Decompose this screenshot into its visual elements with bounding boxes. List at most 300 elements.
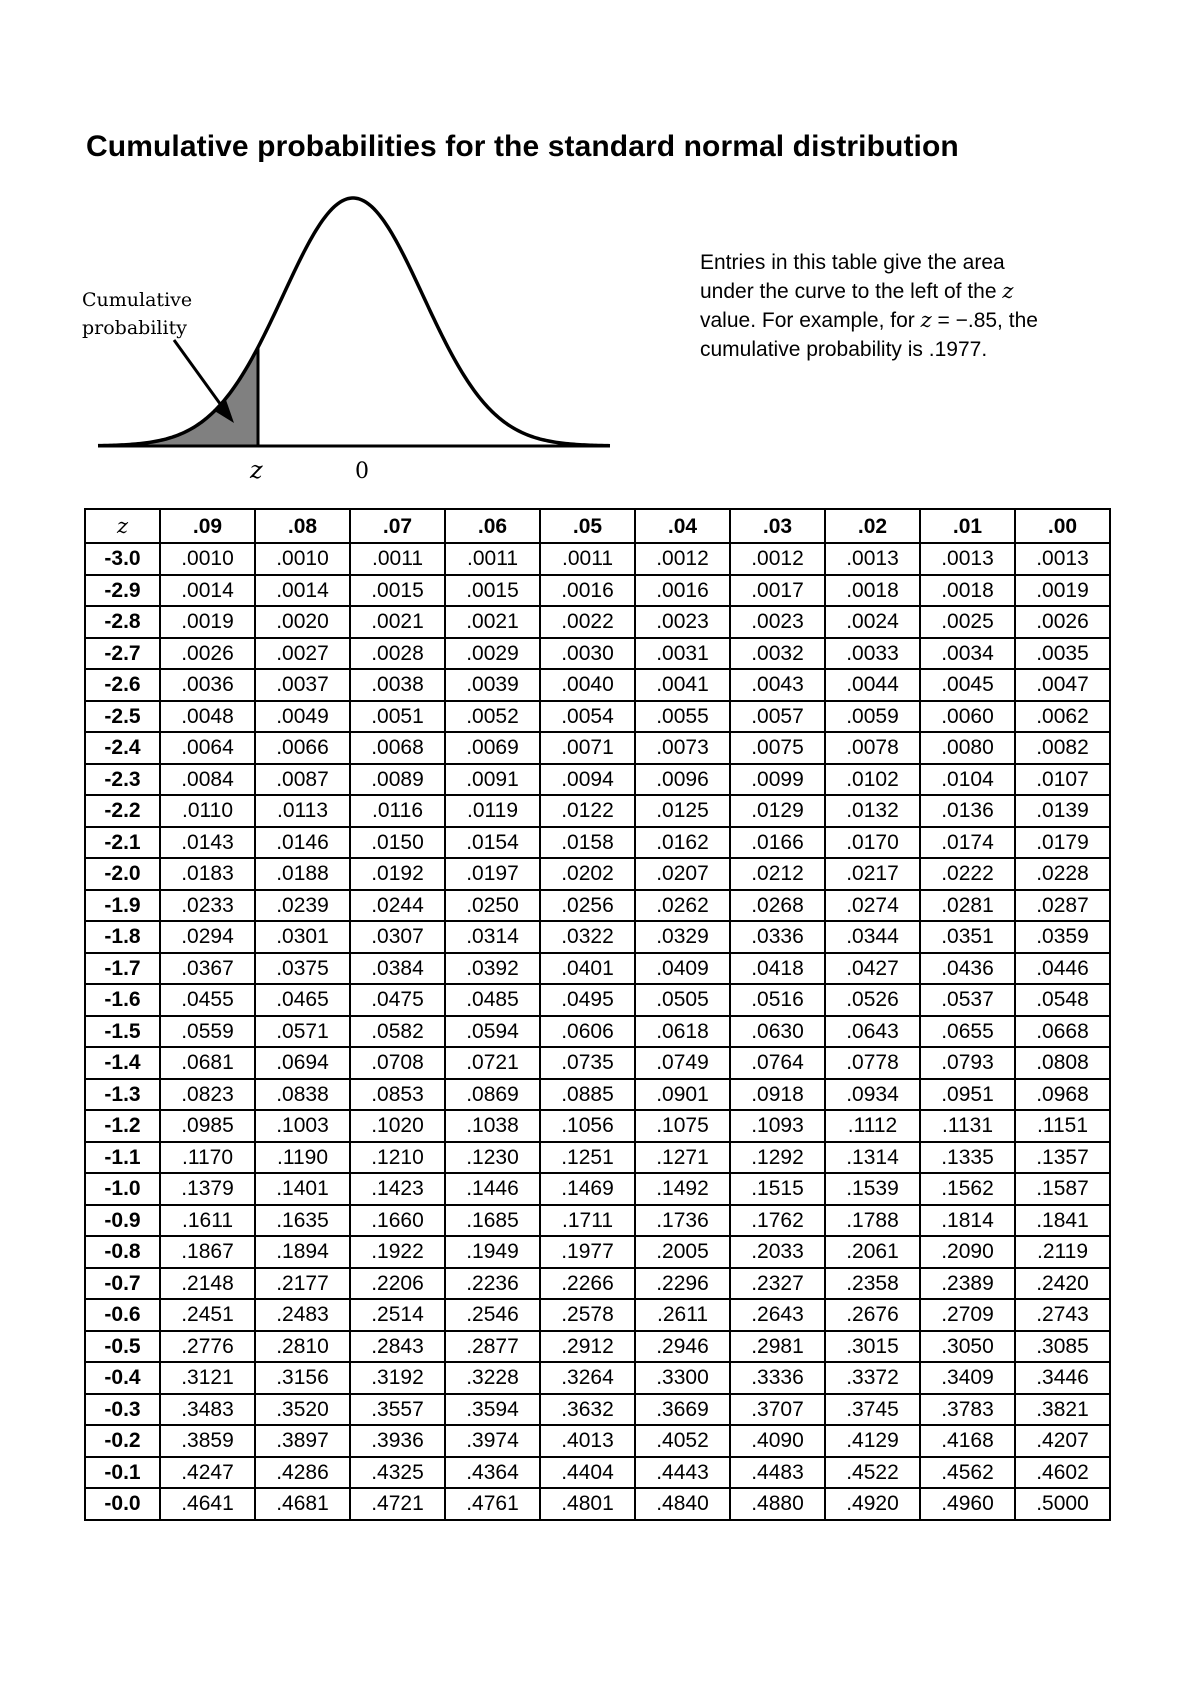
table-row	[85, 953, 1110, 985]
probability-cell: .1251	[540, 1142, 635, 1174]
probability-cell: .0274	[825, 890, 920, 922]
probability-cell: .2946	[635, 1331, 730, 1363]
pointer-arrow-line	[174, 340, 226, 412]
probability-cell: .0011	[445, 543, 540, 575]
probability-cell: .0017	[730, 575, 825, 607]
z-value-cell: -1.2	[85, 1110, 160, 1142]
probability-cell: .0375	[255, 953, 350, 985]
probability-cell: .1335	[920, 1142, 1015, 1174]
probability-cell: .2296	[635, 1268, 730, 1300]
probability-cell: .0059	[825, 701, 920, 733]
probability-cell: .0041	[635, 669, 730, 701]
probability-cell: .0217	[825, 858, 920, 890]
probability-cell: .3372	[825, 1362, 920, 1394]
column-header: .05	[540, 509, 635, 543]
z-value-cell: -0.2	[85, 1425, 160, 1457]
probability-cell: .0749	[635, 1047, 730, 1079]
probability-cell: .1611	[160, 1205, 255, 1237]
probability-cell: .0158	[540, 827, 635, 859]
probability-cell: .0392	[445, 953, 540, 985]
probability-cell: .4286	[255, 1457, 350, 1489]
probability-cell: .0038	[350, 669, 445, 701]
z-value-cell: -1.5	[85, 1016, 160, 1048]
probability-cell: .0132	[825, 795, 920, 827]
probability-cell: .0655	[920, 1016, 1015, 1048]
probability-cell: .0571	[255, 1016, 350, 1048]
probability-cell: .2061	[825, 1236, 920, 1268]
probability-cell: .2451	[160, 1299, 255, 1331]
probability-cell: .1314	[825, 1142, 920, 1174]
probability-cell: .0016	[540, 575, 635, 607]
probability-cell: .0548	[1015, 984, 1110, 1016]
probability-cell: .0162	[635, 827, 730, 859]
z-value-cell: -2.2	[85, 795, 160, 827]
probability-cell: .0222	[920, 858, 1015, 890]
probability-cell: .0139	[1015, 795, 1110, 827]
probability-cell: .0048	[160, 701, 255, 733]
column-header-z: z	[85, 509, 160, 543]
table-row	[85, 1079, 1110, 1111]
probability-cell: .0281	[920, 890, 1015, 922]
table-row	[85, 1457, 1110, 1489]
z-value-cell: -0.4	[85, 1362, 160, 1394]
probability-cell: .3897	[255, 1425, 350, 1457]
probability-cell: .4090	[730, 1425, 825, 1457]
probability-cell: .0721	[445, 1047, 540, 1079]
probability-cell: .0018	[825, 575, 920, 607]
probability-cell: .0036	[160, 669, 255, 701]
probability-cell: .0166	[730, 827, 825, 859]
probability-cell: .0034	[920, 638, 1015, 670]
probability-cell: .0485	[445, 984, 540, 1016]
probability-cell: .0239	[255, 890, 350, 922]
probability-cell: .0150	[350, 827, 445, 859]
probability-cell: .3336	[730, 1362, 825, 1394]
probability-cell: .1056	[540, 1110, 635, 1142]
z-value-cell: -0.5	[85, 1331, 160, 1363]
probability-cell: .0029	[445, 638, 540, 670]
table-row	[85, 984, 1110, 1016]
probability-cell: .0045	[920, 669, 1015, 701]
probability-cell: .0060	[920, 701, 1015, 733]
probability-cell: .2514	[350, 1299, 445, 1331]
probability-cell: .0594	[445, 1016, 540, 1048]
table-row	[85, 1205, 1110, 1237]
probability-cell: .4052	[635, 1425, 730, 1457]
probability-cell: .1379	[160, 1173, 255, 1205]
probability-cell: .0016	[635, 575, 730, 607]
probability-cell: .0022	[540, 606, 635, 638]
probability-cell: .3520	[255, 1394, 350, 1426]
probability-cell: .0033	[825, 638, 920, 670]
probability-cell: .0071	[540, 732, 635, 764]
probability-cell: .3594	[445, 1394, 540, 1426]
z-value-cell: -1.7	[85, 953, 160, 985]
probability-cell: .0951	[920, 1079, 1015, 1111]
probability-cell: .0146	[255, 827, 350, 859]
probability-cell: .1515	[730, 1173, 825, 1205]
probability-cell: .2776	[160, 1331, 255, 1363]
probability-cell: .0025	[920, 606, 1015, 638]
probability-cell: .0032	[730, 638, 825, 670]
probability-cell: .0778	[825, 1047, 920, 1079]
table-body	[85, 543, 1110, 1520]
probability-cell: .1788	[825, 1205, 920, 1237]
probability-cell: .0039	[445, 669, 540, 701]
probability-cell: .0013	[825, 543, 920, 575]
probability-cell: .4880	[730, 1488, 825, 1520]
zero-axis-label: 0	[355, 459, 369, 484]
probability-cell: .1131	[920, 1110, 1015, 1142]
table-row	[85, 1488, 1110, 1520]
probability-cell: .3015	[825, 1331, 920, 1363]
probability-cell: .0122	[540, 795, 635, 827]
probability-cell: .0020	[255, 606, 350, 638]
probability-cell: .0735	[540, 1047, 635, 1079]
probability-cell: .1977	[540, 1236, 635, 1268]
probability-cell: .0014	[160, 575, 255, 607]
probability-cell: .0174	[920, 827, 1015, 859]
probability-cell: .3264	[540, 1362, 635, 1394]
probability-cell: .2483	[255, 1299, 350, 1331]
probability-cell: .0021	[350, 606, 445, 638]
probability-cell: .0011	[350, 543, 445, 575]
probability-cell: .0475	[350, 984, 445, 1016]
probability-cell: .0028	[350, 638, 445, 670]
probability-cell: .1003	[255, 1110, 350, 1142]
probability-cell: .0044	[825, 669, 920, 701]
probability-cell: .4247	[160, 1457, 255, 1489]
probability-cell: .2177	[255, 1268, 350, 1300]
cumulative-label-line2: probability	[82, 317, 187, 339]
z-value-cell: -2.5	[85, 701, 160, 733]
probability-cell: .4641	[160, 1488, 255, 1520]
probability-cell: .0068	[350, 732, 445, 764]
probability-cell: .3859	[160, 1425, 255, 1457]
z-value-cell: -0.8	[85, 1236, 160, 1268]
probability-cell: .3557	[350, 1394, 445, 1426]
probability-cell: .1093	[730, 1110, 825, 1142]
column-header: .07	[350, 509, 445, 543]
probability-cell: .0031	[635, 638, 730, 670]
probability-cell: .4522	[825, 1457, 920, 1489]
probability-cell: .3936	[350, 1425, 445, 1457]
column-header: .02	[825, 509, 920, 543]
probability-cell: .0192	[350, 858, 445, 890]
probability-cell: .4168	[920, 1425, 1015, 1457]
probability-cell: .1949	[445, 1236, 540, 1268]
probability-cell: .1867	[160, 1236, 255, 1268]
probability-cell: .0495	[540, 984, 635, 1016]
probability-cell: .3446	[1015, 1362, 1110, 1394]
probability-cell: .0336	[730, 921, 825, 953]
probability-cell: .1587	[1015, 1173, 1110, 1205]
probability-cell: .0384	[350, 953, 445, 985]
probability-cell: .1711	[540, 1205, 635, 1237]
probability-cell: .1446	[445, 1173, 540, 1205]
probability-cell: .0030	[540, 638, 635, 670]
probability-cell: .0047	[1015, 669, 1110, 701]
probability-cell: .4364	[445, 1457, 540, 1489]
table-row	[85, 1236, 1110, 1268]
probability-cell: .0052	[445, 701, 540, 733]
column-header: .00	[1015, 509, 1110, 543]
probability-cell: .0064	[160, 732, 255, 764]
probability-cell: .1660	[350, 1205, 445, 1237]
probability-cell: .0427	[825, 953, 920, 985]
probability-cell: .0853	[350, 1079, 445, 1111]
table-row	[85, 1268, 1110, 1300]
probability-cell: .0096	[635, 764, 730, 796]
table-row	[85, 1016, 1110, 1048]
probability-cell: .2877	[445, 1331, 540, 1363]
probability-cell: .0013	[1015, 543, 1110, 575]
z-value-cell: -2.3	[85, 764, 160, 796]
probability-cell: .2090	[920, 1236, 1015, 1268]
probability-cell: .0143	[160, 827, 255, 859]
probability-cell: .1357	[1015, 1142, 1110, 1174]
probability-cell: .2546	[445, 1299, 540, 1331]
page-title: Cumulative probabilities for the standard normal distribution	[86, 130, 959, 163]
table-row	[85, 543, 1110, 575]
probability-cell: .0294	[160, 921, 255, 953]
probability-cell: .0823	[160, 1079, 255, 1111]
probability-cell: .0359	[1015, 921, 1110, 953]
probability-cell: .0094	[540, 764, 635, 796]
probability-cell: .3745	[825, 1394, 920, 1426]
probability-cell: .0968	[1015, 1079, 1110, 1111]
z-value-cell: -2.6	[85, 669, 160, 701]
probability-cell: .0055	[635, 701, 730, 733]
probability-cell: .0066	[255, 732, 350, 764]
probability-cell: .3483	[160, 1394, 255, 1426]
probability-cell: .3632	[540, 1394, 635, 1426]
probability-cell: .0014	[255, 575, 350, 607]
probability-cell: .1894	[255, 1236, 350, 1268]
probability-cell: .2743	[1015, 1299, 1110, 1331]
z-value-cell: -2.0	[85, 858, 160, 890]
probability-cell: .2266	[540, 1268, 635, 1300]
probability-cell: .0764	[730, 1047, 825, 1079]
probability-cell: .2327	[730, 1268, 825, 1300]
probability-cell: .0526	[825, 984, 920, 1016]
probability-cell: .0084	[160, 764, 255, 796]
probability-cell: .0019	[1015, 575, 1110, 607]
probability-cell: .0197	[445, 858, 540, 890]
table-row	[85, 1299, 1110, 1331]
probability-cell: .4404	[540, 1457, 635, 1489]
probability-cell: .0015	[445, 575, 540, 607]
probability-cell: .2981	[730, 1331, 825, 1363]
probability-cell: .0793	[920, 1047, 1015, 1079]
probability-cell: .3707	[730, 1394, 825, 1426]
probability-cell: .0202	[540, 858, 635, 890]
probability-cell: .0505	[635, 984, 730, 1016]
z-value-cell: -1.0	[85, 1173, 160, 1205]
probability-cell: .1230	[445, 1142, 540, 1174]
probability-cell: .0681	[160, 1047, 255, 1079]
probability-cell: .1401	[255, 1173, 350, 1205]
z-value-cell: -1.8	[85, 921, 160, 953]
probability-cell: .0643	[825, 1016, 920, 1048]
table-row	[85, 1142, 1110, 1174]
probability-cell: .4801	[540, 1488, 635, 1520]
probability-cell: .0418	[730, 953, 825, 985]
probability-cell: .4920	[825, 1488, 920, 1520]
probability-cell: .1562	[920, 1173, 1015, 1205]
probability-cell: .0154	[445, 827, 540, 859]
probability-cell: .0035	[1015, 638, 1110, 670]
table-row	[85, 921, 1110, 953]
probability-cell: .0708	[350, 1047, 445, 1079]
table-row	[85, 827, 1110, 859]
probability-cell: .0024	[825, 606, 920, 638]
probability-cell: .1423	[350, 1173, 445, 1205]
probability-cell: .0351	[920, 921, 1015, 953]
probability-cell: .0207	[635, 858, 730, 890]
probability-cell: .0618	[635, 1016, 730, 1048]
probability-cell: .0010	[255, 543, 350, 575]
probability-cell: .1020	[350, 1110, 445, 1142]
probability-cell: .2236	[445, 1268, 540, 1300]
probability-cell: .0018	[920, 575, 1015, 607]
probability-cell: .3821	[1015, 1394, 1110, 1426]
z-value-cell: -1.1	[85, 1142, 160, 1174]
table-header-row	[85, 509, 1110, 543]
probability-cell: .4840	[635, 1488, 730, 1520]
probability-cell: .4562	[920, 1457, 1015, 1489]
column-header: .01	[920, 509, 1015, 543]
probability-cell: .0329	[635, 921, 730, 953]
probability-cell: .3156	[255, 1362, 350, 1394]
probability-cell: .0129	[730, 795, 825, 827]
probability-cell: .0023	[730, 606, 825, 638]
table-row	[85, 606, 1110, 638]
z-value-cell: -1.9	[85, 890, 160, 922]
z-value-cell: -0.0	[85, 1488, 160, 1520]
probability-cell: .0250	[445, 890, 540, 922]
probability-cell: .0537	[920, 984, 1015, 1016]
probability-cell: .0985	[160, 1110, 255, 1142]
table-row	[85, 795, 1110, 827]
probability-cell: .0075	[730, 732, 825, 764]
z-value-cell: -2.4	[85, 732, 160, 764]
probability-cell: .3300	[635, 1362, 730, 1394]
probability-cell: .2611	[635, 1299, 730, 1331]
explanation-text: Entries in this table give the area under the curve to the left of the z value. For example, for z = −.85, the cumulative probability is .1977.	[700, 251, 1038, 361]
probability-cell: .0110	[160, 795, 255, 827]
probability-cell: .0011	[540, 543, 635, 575]
probability-cell: .3228	[445, 1362, 540, 1394]
probability-cell: .0013	[920, 543, 1015, 575]
probability-cell: .3085	[1015, 1331, 1110, 1363]
probability-cell: .0049	[255, 701, 350, 733]
probability-cell: .0136	[920, 795, 1015, 827]
probability-cell: .1292	[730, 1142, 825, 1174]
table-row	[85, 1173, 1110, 1205]
probability-cell: .0314	[445, 921, 540, 953]
probability-cell: .0516	[730, 984, 825, 1016]
probability-cell: .0301	[255, 921, 350, 953]
probability-cell: .0102	[825, 764, 920, 796]
probability-cell: .0367	[160, 953, 255, 985]
probability-cell: .0233	[160, 890, 255, 922]
probability-cell: .1685	[445, 1205, 540, 1237]
probability-cell: .2389	[920, 1268, 1015, 1300]
z-value-cell: -0.9	[85, 1205, 160, 1237]
probability-cell: .4443	[635, 1457, 730, 1489]
table-row	[85, 1110, 1110, 1142]
table-row	[85, 732, 1110, 764]
probability-cell: .0228	[1015, 858, 1110, 890]
probability-cell: .0934	[825, 1079, 920, 1111]
probability-cell: .2119	[1015, 1236, 1110, 1268]
probability-cell: .0244	[350, 890, 445, 922]
probability-cell: .4483	[730, 1457, 825, 1489]
probability-cell: .0021	[445, 606, 540, 638]
probability-cell: .2206	[350, 1268, 445, 1300]
probability-cell: .4129	[825, 1425, 920, 1457]
probability-cell: .2843	[350, 1331, 445, 1363]
column-header: .03	[730, 509, 825, 543]
probability-cell: .1492	[635, 1173, 730, 1205]
cumulative-label-line1: Cumulative	[82, 289, 193, 311]
probability-cell: .0107	[1015, 764, 1110, 796]
probability-cell: .0838	[255, 1079, 350, 1111]
probability-cell: .3409	[920, 1362, 1015, 1394]
probability-cell: .0307	[350, 921, 445, 953]
probability-cell: .1635	[255, 1205, 350, 1237]
probability-cell: .1210	[350, 1142, 445, 1174]
z-value-cell: -0.3	[85, 1394, 160, 1426]
table-row	[85, 1362, 1110, 1394]
probability-cell: .3121	[160, 1362, 255, 1394]
probability-cell: .0057	[730, 701, 825, 733]
probability-cell: .0268	[730, 890, 825, 922]
probability-cell: .0113	[255, 795, 350, 827]
probability-cell: .0446	[1015, 953, 1110, 985]
probability-cell: .0188	[255, 858, 350, 890]
probability-cell: .0322	[540, 921, 635, 953]
probability-cell: .0808	[1015, 1047, 1110, 1079]
table-row	[85, 764, 1110, 796]
probability-cell: .0262	[635, 890, 730, 922]
table-row	[85, 1331, 1110, 1363]
column-header: .08	[255, 509, 350, 543]
z-value-cell: -2.8	[85, 606, 160, 638]
probability-cell: .0099	[730, 764, 825, 796]
probability-cell: .0069	[445, 732, 540, 764]
shaded-cumulative-area	[98, 347, 258, 446]
probability-cell: .2709	[920, 1299, 1015, 1331]
probability-cell: .0436	[920, 953, 1015, 985]
probability-cell: .4013	[540, 1425, 635, 1457]
probability-cell: .0027	[255, 638, 350, 670]
probability-cell: .0869	[445, 1079, 540, 1111]
probability-cell: .0401	[540, 953, 635, 985]
probability-cell: .0082	[1015, 732, 1110, 764]
probability-cell: .1539	[825, 1173, 920, 1205]
table-row	[85, 1394, 1110, 1426]
probability-cell: .0010	[160, 543, 255, 575]
probability-cell: .0089	[350, 764, 445, 796]
z-value-cell: -1.4	[85, 1047, 160, 1079]
probability-cell: .1841	[1015, 1205, 1110, 1237]
probability-cell: .0051	[350, 701, 445, 733]
probability-cell: .0119	[445, 795, 540, 827]
probability-cell: .1151	[1015, 1110, 1110, 1142]
probability-cell: .0091	[445, 764, 540, 796]
